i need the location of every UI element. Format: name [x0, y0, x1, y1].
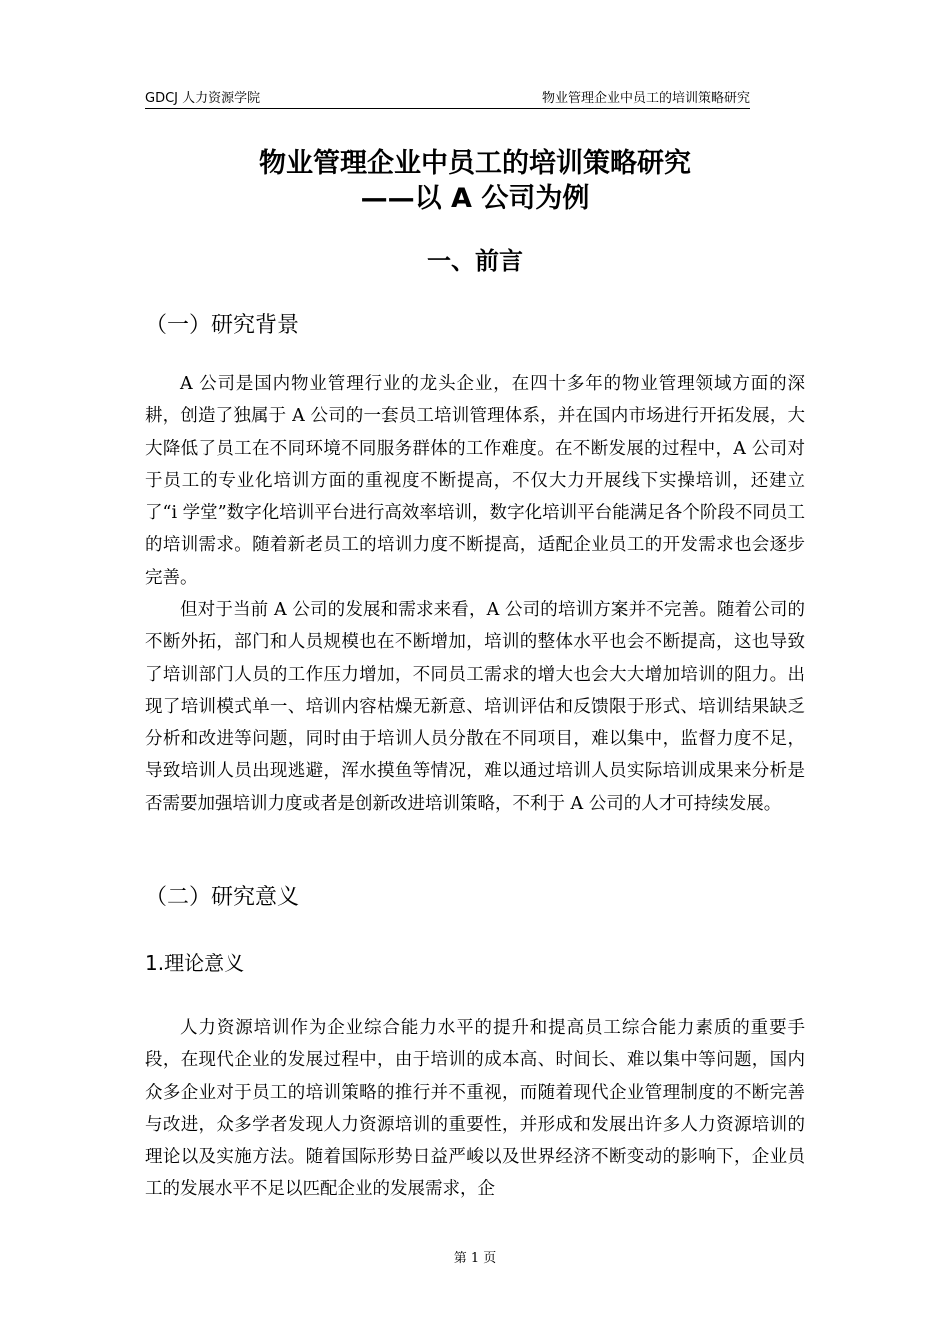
subsection-heading-significance: （二）研究意义	[145, 885, 300, 910]
header-right-text: 物业管理企业中员工的培训策略研究	[541, 91, 750, 106]
subsection-heading-background: （一）研究背景	[145, 313, 300, 338]
paragraph-background-1: A 公司是国内物业管理行业的龙头企业，在四十多年的物业管理领域方面的深耕，创造了独属于 A 公司的一套员工培训管理体系，并在国内市场进行开拓发展，大大降低了员工在不同环境不同服务群体的工作难度。在不断发展的过程中，A 公司对于员工的专业化培训方面的重视度不断提高，不仅大力开展线下实操培训，还建立了“i 学堂”数字化培训平台进行高效率培训，数字化培训平台能满足各个阶段不同员工的培训需求。随着新老员工的培训力度不断提高，适配企业员工的开发需求也会逐步完善。	[145, 374, 805, 588]
section-heading-preface: 一、前言	[427, 247, 523, 275]
paragraph-theory: 人力资源培训作为企业综合能力水平的提升和提高员工综合能力素质的重要手段，在现代企业的发展过程中，由于培训的成本高、时间长、难以集中等问题，国内众多企业对于员工的培训策略的推行并不重视，而随着现代企业管理制度的不断完善与改进，众多学者发现人力资源培训的重要性，并形成和发展出许多人力资源培训的理论以及实施方法。随着国际形势日益严峻以及世界经济不断变动的影响下，企业员工的发展水平不足以匹配企业的发展需求，企	[145, 1018, 805, 1200]
page-number: 第 1 页	[453, 1251, 497, 1266]
theory-significance-heading: 1.理论意义	[145, 951, 245, 975]
page-header	[145, 86, 750, 109]
paragraph-background-2: 但对于当前 A 公司的发展和需求来看，A 公司的培训方案并不完善。随着公司的不断外拓，部门和人员规模也在不断增加，培训的整体水平也会不断提高，这也导致了培训部门人员的工作压力增加，不同员工需求的增大也会大大增加培训的阻力。出现了培训模式单一、培训内容枯燥无新意、培训评估和反馈限于形式、培训结果缺乏分析和改进等问题，同时由于培训人员分散在不同项目，难以集中，监督力度不足，导致培训人员出现逃避，浑水摸鱼等情况，难以通过培训人员实际培训成果来分析是否需要加强培训力度或者是创新改进培训策略，不利于 A 公司的人才可持续发展。	[145, 600, 805, 814]
document-subtitle: ——以 A 公司为例	[360, 183, 590, 214]
document-title: 物业管理企业中员工的培训策略研究	[259, 148, 691, 179]
header-left-text: GDCJ 人力资源学院	[145, 91, 261, 106]
